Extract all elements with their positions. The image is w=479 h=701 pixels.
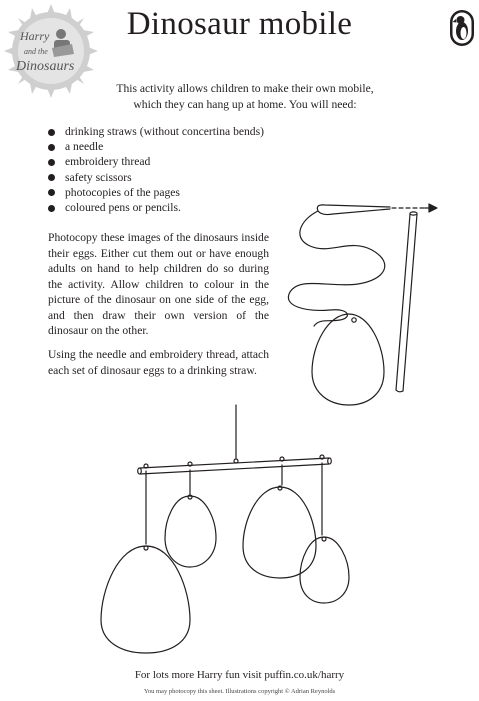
logo-line3: Dinosaurs [16, 59, 75, 74]
instructions-paragraph-1: Photocopy these images of the dinosaurs inside their eggs. Either cut them out or have enough adults on hand to help children do so during the activity. Allow children to colour in the picture of the dinosaur on one side of the egg, and then draw their own version of the dinosaur on the other. [48, 231, 269, 337]
instructions-paragraph-2: Using the needle and embroidery thread, attach each set of dinosaur eggs to a drinking straw. [48, 348, 269, 377]
arrow-icon [425, 204, 437, 212]
page-title: Dinosaur mobile [126, 6, 353, 42]
footer-text: For lots more Harry fun visit puffin.co.uk/harry [134, 669, 345, 681]
mobile-illustration [101, 405, 349, 653]
list-item: safety scissors [48, 170, 264, 185]
intro-line-2: which they can hang up at home. You will need: [133, 98, 357, 111]
logo-line2: and the [24, 47, 48, 56]
puffin-logo-icon [449, 9, 475, 47]
egg-small-right [300, 537, 349, 603]
logo-line1: Harry [20, 29, 50, 43]
straw-illustration [396, 212, 417, 392]
intro-line-1: This activity allows children to make their own mobile, [116, 82, 374, 95]
list-item: a needle [48, 139, 264, 154]
list-item: embroidery thread [48, 154, 264, 169]
needle-illustration [317, 205, 425, 215]
mobile-straw [138, 455, 332, 474]
egg-illustration [312, 314, 384, 405]
thread-illustration [288, 211, 384, 326]
egg-small-left [165, 496, 216, 567]
list-item: coloured pens or pencils. [48, 200, 264, 215]
egg-large-left [101, 546, 190, 653]
list-item: drinking straws (without concertina bends) [48, 124, 264, 139]
materials-list [48, 124, 264, 215]
list-item: photocopies of the pages [48, 185, 264, 200]
egg-medium-right [243, 487, 316, 578]
copyright-footnote: You may photocopy this sheet. Illustrations copyright © Adrian Reynolds [143, 688, 336, 695]
intro-text [60, 81, 430, 113]
